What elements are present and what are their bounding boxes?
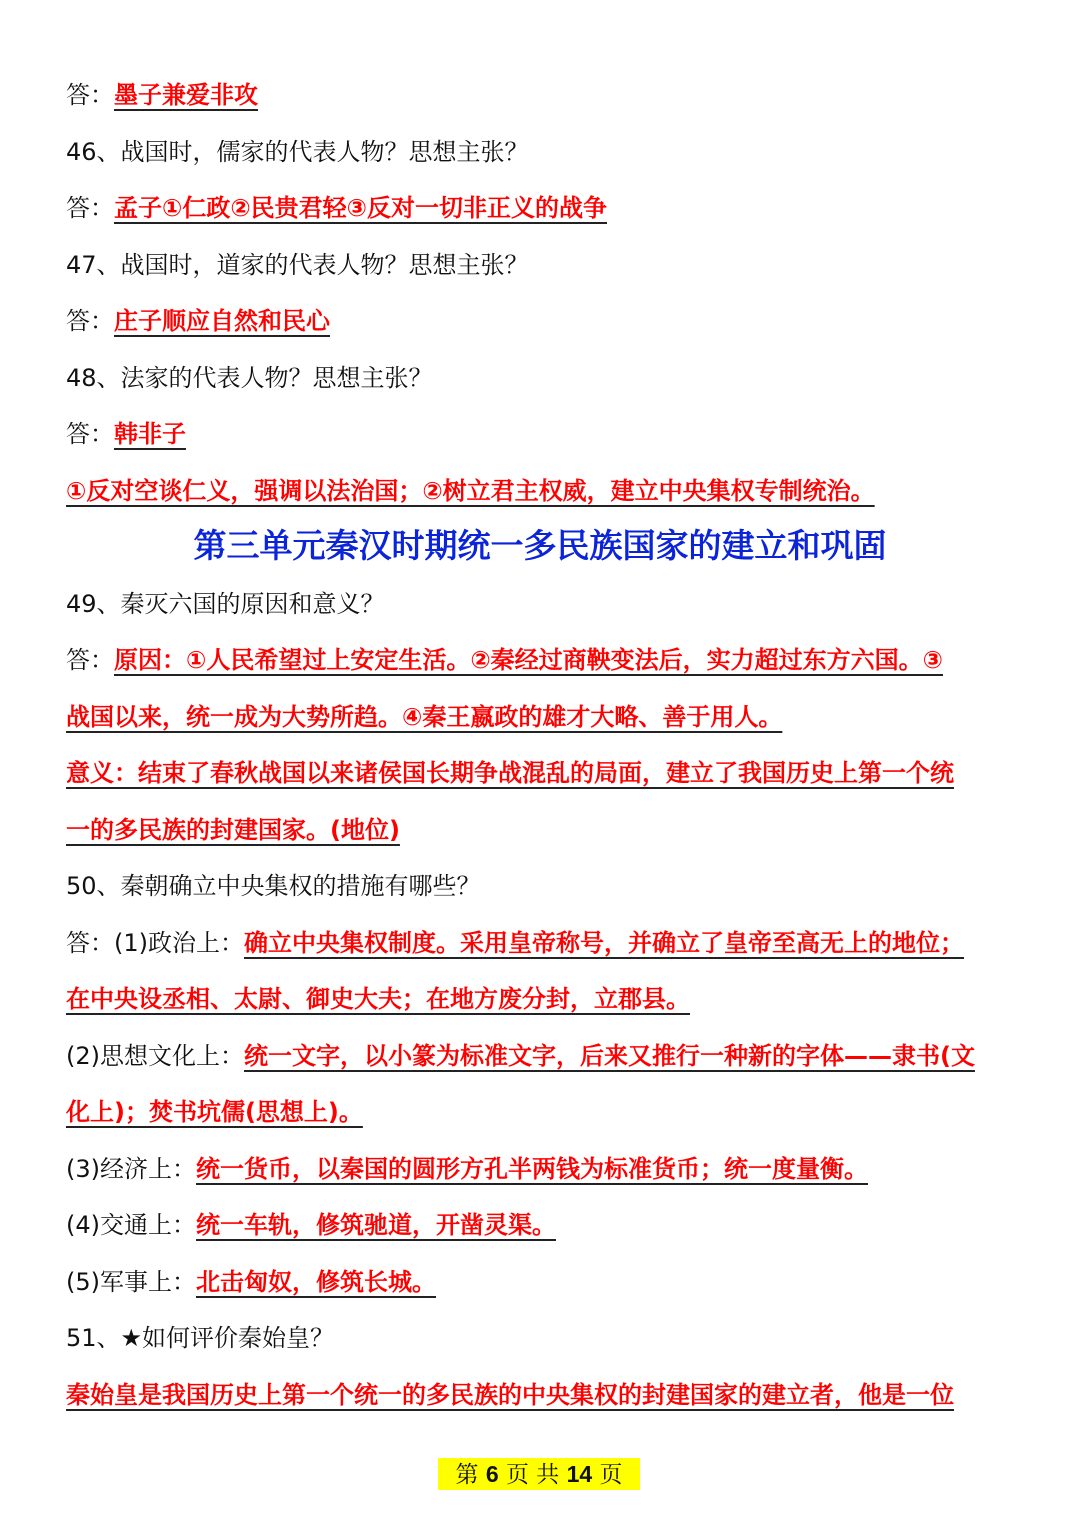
- answer-line: [66, 701, 1016, 733]
- answer-line: [66, 927, 1016, 959]
- question-46: 46、战国时，儒家的代表人物？思想主张？: [66, 138, 529, 166]
- current-page-number: 6: [485, 1461, 499, 1487]
- answer-line: [66, 475, 1016, 507]
- answer-label: (5)军事上：: [66, 1268, 196, 1296]
- answer-line: [66, 1209, 1016, 1241]
- answer-line: [66, 983, 1016, 1015]
- footer-middle: 页 共: [505, 1462, 560, 1488]
- answer-text: 统一货币，以秦国的圆形方孔半两钱为标准货币；统一度量衡。: [196, 1155, 868, 1183]
- question-51: 51、★如何评价秦始皇？: [66, 1324, 335, 1352]
- footer-suffix: 页: [599, 1462, 623, 1488]
- question-48: 48、法家的代表人物？思想主张？: [66, 364, 433, 392]
- answer-line: [66, 644, 1016, 676]
- answer-label: (2)思想文化上：: [66, 1042, 244, 1070]
- answer-line: [66, 305, 1016, 337]
- answer-text: 统一文字，以小篆为标准文字，后来又推行一种新的字体——隶书(文: [244, 1042, 975, 1070]
- answer-text: 秦始皇是我国历史上第一个统一的多民族的中央集权的封建国家的建立者，他是一位: [66, 1381, 954, 1409]
- answer-text: 一的多民族的封建国家。(地位): [66, 816, 400, 844]
- answer-line: [66, 1266, 1016, 1298]
- answer-label: 答：: [66, 81, 114, 109]
- answer-text: 统一车轨，修筑驰道，开凿灵渠。: [196, 1211, 556, 1239]
- page-footer: [438, 1458, 640, 1490]
- answer-text: ①反对空谈仁义，强调以法治国；②树立君主权威，建立中央集权专制统治。: [66, 477, 875, 505]
- answer-line: [66, 418, 1016, 450]
- question-49: 49、秦灭六国的原因和意义？: [66, 590, 385, 618]
- answer-label: 答：: [66, 194, 114, 222]
- total-page-number: 14: [566, 1461, 593, 1487]
- answer-line: [66, 1379, 1016, 1411]
- answer-text: 确立中央集权制度。采用皇帝称号，并确立了皇帝至高无上的地位；: [244, 929, 964, 957]
- answer-line: [66, 1153, 1016, 1185]
- answer-text: 墨子兼爱非攻: [114, 81, 258, 109]
- answer-text: 在中央设丞相、太尉、御史大夫；在地方废分封，立郡县。: [66, 985, 690, 1013]
- answer-text: 孟子①仁政②民贵君轻③反对一切非正义的战争: [114, 194, 607, 222]
- answer-label: 答：: [66, 420, 114, 448]
- answer-text: 化上)；焚书坑儒(思想上)。: [66, 1098, 363, 1126]
- answer-label: (4)交通上：: [66, 1211, 196, 1239]
- question-47: 47、战国时，道家的代表人物？思想主张？: [66, 251, 529, 279]
- question-50: 50、秦朝确立中央集权的措施有哪些？: [66, 872, 481, 900]
- answer-label: (3)经济上：: [66, 1155, 196, 1183]
- footer-prefix: 第: [455, 1462, 479, 1488]
- answer-line: [66, 192, 1016, 224]
- answer-line: [66, 757, 1016, 789]
- answer-text: 庄子顺应自然和民心: [114, 307, 330, 335]
- answer-text: 北击匈奴，修筑长城。: [196, 1268, 436, 1296]
- answer-text: 原因：①人民希望过上安定生活。②秦经过商鞅变法后，实力超过东方六国。③: [114, 646, 943, 674]
- answer-line: [66, 79, 1016, 111]
- answer-line: [66, 1096, 1016, 1128]
- answer-text: 韩非子: [114, 420, 186, 448]
- answer-label: 答：: [66, 646, 114, 674]
- answer-label: 答：(1)政治上：: [66, 929, 244, 957]
- answer-line: [66, 1040, 1016, 1072]
- unit-heading: 第三单元秦汉时期统一多民族国家的建立和巩固: [193, 526, 887, 565]
- answer-text: 战国以来，统一成为大势所趋。④秦王嬴政的雄才大略、善于用人。: [66, 703, 783, 731]
- answer-text: 意义：结束了春秋战国以来诸侯国长期争战混乱的局面，建立了我国历史上第一个统: [66, 759, 954, 787]
- answer-label: 答：: [66, 307, 114, 335]
- answer-line: [66, 814, 1016, 846]
